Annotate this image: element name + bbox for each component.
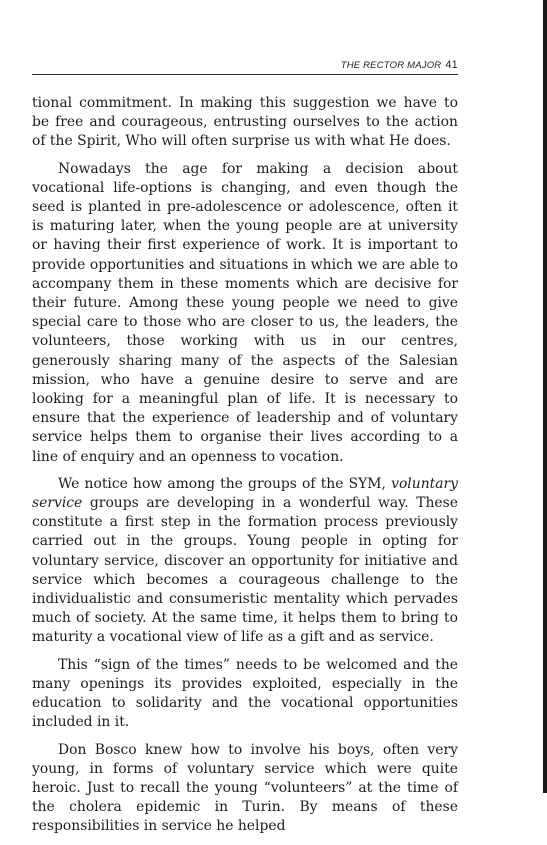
paragraph-text: tional commitment. In making this suggestion we have to be free and courageous, entrusting ourselves to the action of the Spirit, Who will often surprise us with what He does.	[32, 95, 458, 150]
paragraph-1	[32, 94, 458, 152]
paragraph-2	[32, 160, 458, 467]
paragraph-3	[32, 475, 458, 648]
running-head	[341, 59, 458, 71]
body-text	[32, 94, 458, 845]
page-edge-shadow	[543, 0, 547, 793]
paragraph-5	[32, 741, 458, 837]
page-number: 41	[445, 59, 458, 71]
running-header	[32, 58, 458, 75]
paragraph-text: We notice how among the groups of the SYM,	[58, 475, 392, 492]
paragraph-text: Don Bosco knew how to involve his boys, often very young, in forms of voluntary service which were quite heroic. Just to recall the young “volunteers” at the time of the cholera epidemic in Turin. By means of these responsibilities in service he helped	[32, 741, 458, 835]
paragraph-text: groups are developing in a wonderful way. These constitute a first step in the formation process previously carried out in the groups. Young people in opting for voluntary service, discover an opportunity for initiative and service which becomes a courageous challenge to the individualistic and consumeristic mentality which pervades much of society. At the same time, it helps them to bring to maturity a vocational view of life as a gift and as service.	[32, 495, 458, 646]
paragraph-text: Nowadays the age for making a decision about vocational life-options is changing, and even though the seed is planted in pre-adolescence or adolescence, often it is maturing later, when the young people are at university or having their first experience of work. It is important to provide opportunities and situations in which we are able to accompany them in these moments which are decisive for their future. Among these young people we need to give special care to those who are closer to us, the leaders, the volunteers, those working with us in our centres, generously sharing many of the aspects of the Salesian mission, who have a genuine desire to serve and are looking for a meaningful plan of life. It is necessary to ensure that the experience of leadership and of voluntary service helps them to organise their lives according to a line of enquiry and an openness to vocation.	[32, 160, 458, 465]
paragraph-text: This “sign of the times” needs to be welcomed and the many openings its provides exploited, especially in the education to solidarity and the vocational opportunities included in it.	[32, 656, 458, 731]
paragraph-4	[32, 656, 458, 733]
italic-term: voluntary service	[32, 475, 458, 512]
running-title: THE RECTOR MAJOR	[340, 60, 442, 71]
